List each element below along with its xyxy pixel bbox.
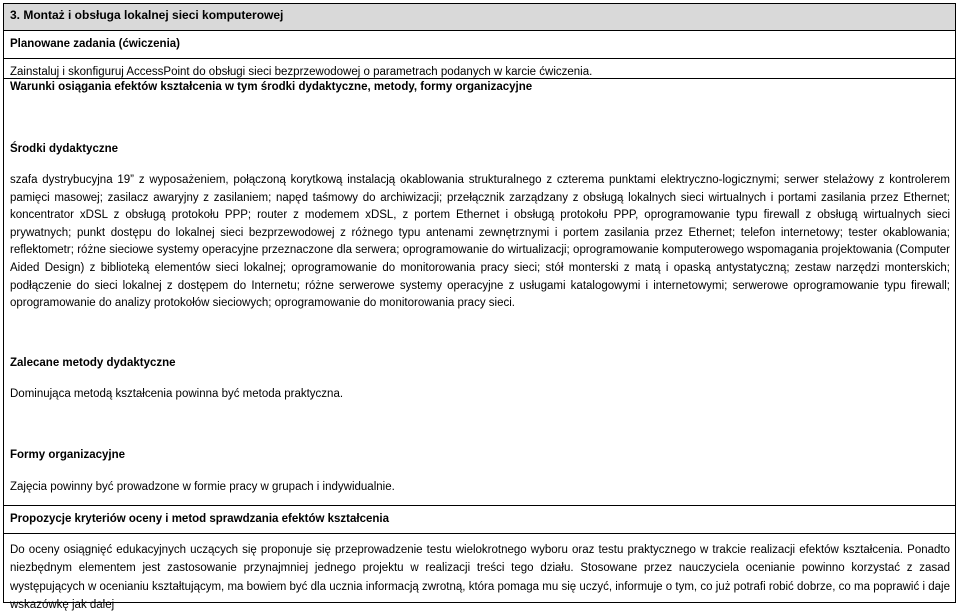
teaching-aids-text: szafa dystrybucyjna 19” z wyposażeniem, połączoną korytkową instalacją okablowania strukturalnego z czterema punktami elektryczno-logicznymi; serwer stelażowy z kontrolerem pamięci masowej; zasilacz awaryjny z zasilaniem; napęd taśmowy do archiwizacji; przełącznik zarządzany z obsługą lokalnych sieci wirtualnych i portami zasilania przez Ethernet; koncentrator xDSL z obsługą protokołu PPP; router z modemem xDSL, z portem Ethernet i obsługą protokołu PPP, oprogramowanie typu firewall z obsługą wirtualnych sieci prywatnych; punkt dostępu do lokalnej sieci bezprzewodowej z różnego typu antenami zewnętrznymi i portem zasilania przez Ethernet; telefon internetowy; tester okablowania; reflektometr; różne sieciowe systemy operacyjne przeznaczone dla serwera; oprogramowanie do wirtualizacji; oprogramowanie komputerowego wspomagania projektowania (Computer Aided Design) z biblioteką elementów sieci lokalnej; oprogramowanie do monitorowania pracy sieci; stół monterski z matą i opaską antystatyczną; zestaw narzędzi monterskich; podłączenie do sieci lokalnej z dostępem do Internetu; różne serwerowe systemy operacyjne z usługami katalogowymi i internetowymi; serwerowe oprogramowanie typu firewall; oprogramowanie do analizy protokołów sieciowych; oprogramowanie do monitorowania pracy sieci. <box>10 174 950 310</box>
forms-text: Zajęcia powinny być prowadzone w formie pracy w grupach i indywidualnie. <box>10 481 395 493</box>
evaluation-text: Do oceny osiągnięć edukacyjnych uczących się proponuje się przeprowadzenie testu wielokrotnego wyboru oraz testu praktycznego w trakcie realizacji efektów kształcenia. Ponadto niezbędnym elementem jest zastosowanie przynajmniej jednego projektu w realizacji treści tego działu. Stosowane przez nauczyciela ocenianie powinno korzystać z zasad występujących w ocenianiu kształtującym, ma bowiem być dla ucznia informacją zwrotną, która pomaga mu się uczyć, informuje o tym, co już potrafi robić dobrze, co ma poprawić i daje wskazówkę jak dalej <box>10 544 950 612</box>
planned-tasks-text: Zainstaluj i skonfiguruj AccessPoint do obsługi sieci bezprzewodowej o parametrach podanych w karcie ćwiczenia. <box>10 66 593 78</box>
divider <box>4 505 955 506</box>
divider <box>4 78 955 79</box>
divider <box>4 58 955 59</box>
divider <box>4 533 955 534</box>
methods-text: Dominująca metodą kształcenia powinna być metoda praktyczna. <box>10 388 344 400</box>
methods-heading: Zalecane metody dydaktyczne <box>10 357 176 369</box>
forms-heading: Formy organizacyjne <box>10 449 126 461</box>
section-title: 3. Montaż i obsługa lokalnej sieci komputerowej <box>10 8 284 22</box>
conditions-heading: Warunki osiągania efektów kształcenia w tym środki dydaktyczne, metody, formy organizacyjne <box>10 81 533 93</box>
teaching-aids-heading: Środki dydaktyczne <box>10 143 119 155</box>
evaluation-heading: Propozycje kryteriów oceny i metod sprawdzania efektów kształcenia <box>10 513 389 525</box>
planned-tasks-heading: Planowane zadania (ćwiczenia) <box>10 38 180 50</box>
section-header <box>4 4 955 31</box>
